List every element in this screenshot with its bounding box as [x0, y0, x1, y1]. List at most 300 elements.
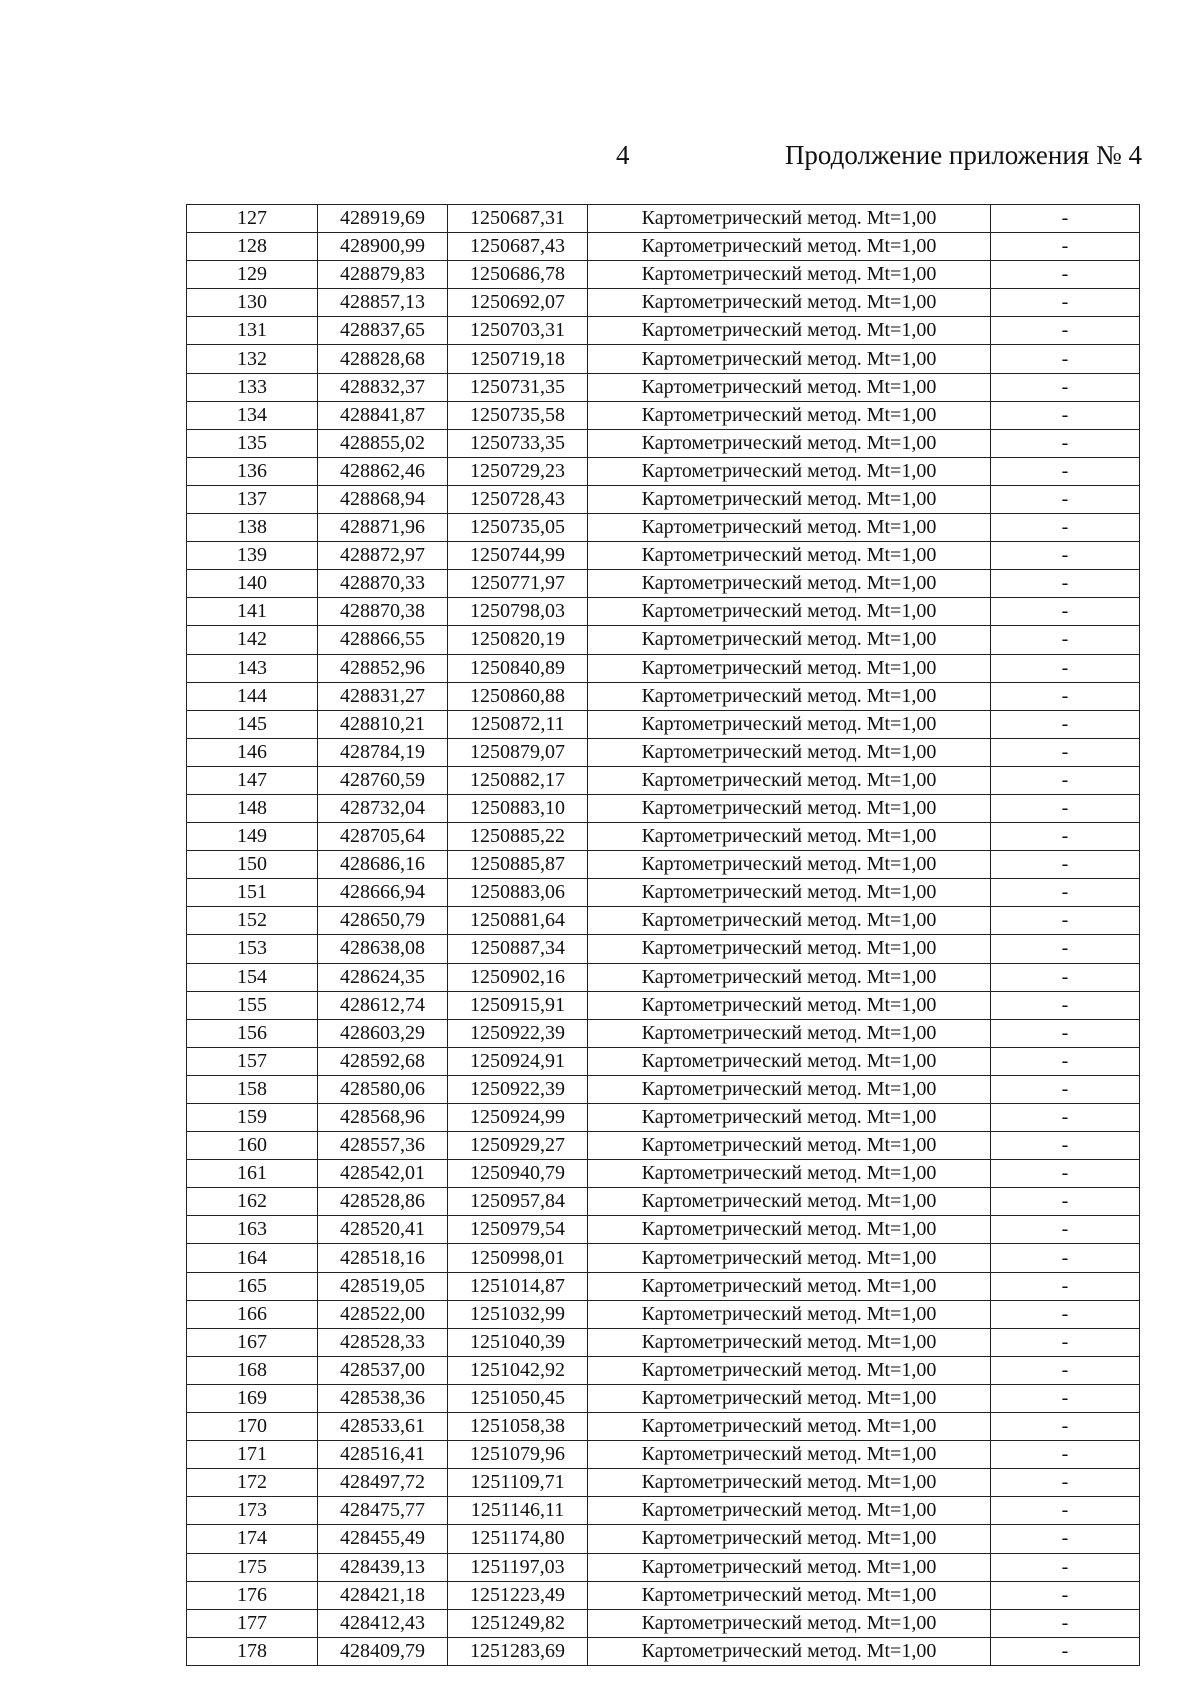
x-coordinate-cell: 428760,59 [318, 766, 448, 794]
note-cell: - [991, 233, 1140, 261]
x-coordinate-cell: 428705,64 [318, 823, 448, 851]
point-number-cell: 158 [187, 1075, 318, 1103]
table-row [187, 963, 1140, 991]
point-number-cell: 150 [187, 851, 318, 879]
point-number-cell: 170 [187, 1413, 318, 1441]
y-coordinate-cell: 1250735,58 [448, 401, 588, 429]
note-cell: - [991, 542, 1140, 570]
x-coordinate-cell: 428832,37 [318, 373, 448, 401]
table-row [187, 654, 1140, 682]
point-number-cell: 130 [187, 289, 318, 317]
point-number-cell: 144 [187, 682, 318, 710]
y-coordinate-cell: 1250860,88 [448, 682, 588, 710]
x-coordinate-cell: 428592,68 [318, 1047, 448, 1075]
table-row [187, 1160, 1140, 1188]
y-coordinate-cell: 1251249,82 [448, 1609, 588, 1637]
y-coordinate-cell: 1250692,07 [448, 289, 588, 317]
method-cell: Картометрический метод. Mt=1,00 [588, 738, 991, 766]
method-cell: Картометрический метод. Mt=1,00 [588, 1328, 991, 1356]
table-row [187, 682, 1140, 710]
note-cell: - [991, 682, 1140, 710]
y-coordinate-cell: 1250798,03 [448, 598, 588, 626]
method-cell: Картометрический метод. Mt=1,00 [588, 1047, 991, 1075]
y-coordinate-cell: 1251223,49 [448, 1581, 588, 1609]
x-coordinate-cell: 428603,29 [318, 1019, 448, 1047]
note-cell: - [991, 1581, 1140, 1609]
y-coordinate-cell: 1250733,35 [448, 429, 588, 457]
y-coordinate-cell: 1250902,16 [448, 963, 588, 991]
method-cell: Картометрический метод. Mt=1,00 [588, 570, 991, 598]
note-cell: - [991, 514, 1140, 542]
table-row [187, 794, 1140, 822]
x-coordinate-cell: 428866,55 [318, 626, 448, 654]
table-row [187, 261, 1140, 289]
table-row [187, 1047, 1140, 1075]
method-cell: Картометрический метод. Mt=1,00 [588, 654, 991, 682]
note-cell: - [991, 963, 1140, 991]
table-row [187, 1553, 1140, 1581]
x-coordinate-cell: 428837,65 [318, 317, 448, 345]
method-cell: Картометрический метод. Mt=1,00 [588, 1581, 991, 1609]
table-row [187, 205, 1140, 233]
table-row [187, 457, 1140, 485]
y-coordinate-cell: 1251050,45 [448, 1384, 588, 1412]
y-coordinate-cell: 1250731,35 [448, 373, 588, 401]
y-coordinate-cell: 1250998,01 [448, 1244, 588, 1272]
y-coordinate-cell: 1250881,64 [448, 907, 588, 935]
y-coordinate-cell: 1250883,10 [448, 794, 588, 822]
point-number-cell: 160 [187, 1132, 318, 1160]
note-cell: - [991, 570, 1140, 598]
x-coordinate-cell: 428900,99 [318, 233, 448, 261]
point-number-cell: 135 [187, 429, 318, 457]
point-number-cell: 147 [187, 766, 318, 794]
table-row [187, 542, 1140, 570]
y-coordinate-cell: 1250924,91 [448, 1047, 588, 1075]
table-row [187, 1244, 1140, 1272]
y-coordinate-cell: 1250979,54 [448, 1216, 588, 1244]
note-cell: - [991, 879, 1140, 907]
x-coordinate-cell: 428612,74 [318, 991, 448, 1019]
x-coordinate-cell: 428879,83 [318, 261, 448, 289]
method-cell: Картометрический метод. Mt=1,00 [588, 879, 991, 907]
x-coordinate-cell: 428638,08 [318, 935, 448, 963]
note-cell: - [991, 851, 1140, 879]
method-cell: Картометрический метод. Mt=1,00 [588, 823, 991, 851]
y-coordinate-cell: 1251014,87 [448, 1272, 588, 1300]
y-coordinate-cell: 1250771,97 [448, 570, 588, 598]
note-cell: - [991, 1244, 1140, 1272]
point-number-cell: 134 [187, 401, 318, 429]
table-row [187, 1075, 1140, 1103]
method-cell: Картометрический метод. Mt=1,00 [588, 1441, 991, 1469]
method-cell: Картометрический метод. Mt=1,00 [588, 1244, 991, 1272]
note-cell: - [991, 401, 1140, 429]
table-row [187, 823, 1140, 851]
y-coordinate-cell: 1250687,31 [448, 205, 588, 233]
method-cell: Картометрический метод. Mt=1,00 [588, 710, 991, 738]
x-coordinate-cell: 428666,94 [318, 879, 448, 907]
x-coordinate-cell: 428537,00 [318, 1356, 448, 1384]
y-coordinate-cell: 1251032,99 [448, 1300, 588, 1328]
method-cell: Картометрический метод. Mt=1,00 [588, 514, 991, 542]
y-coordinate-cell: 1250885,87 [448, 851, 588, 879]
table-row [187, 345, 1140, 373]
note-cell: - [991, 429, 1140, 457]
point-number-cell: 152 [187, 907, 318, 935]
y-coordinate-cell: 1251283,69 [448, 1637, 588, 1665]
note-cell: - [991, 654, 1140, 682]
table-row [187, 401, 1140, 429]
y-coordinate-cell: 1250915,91 [448, 991, 588, 1019]
point-number-cell: 153 [187, 935, 318, 963]
method-cell: Картометрический метод. Mt=1,00 [588, 1609, 991, 1637]
point-number-cell: 167 [187, 1328, 318, 1356]
table-row [187, 879, 1140, 907]
point-number-cell: 133 [187, 373, 318, 401]
note-cell: - [991, 1019, 1140, 1047]
note-cell: - [991, 1356, 1140, 1384]
x-coordinate-cell: 428784,19 [318, 738, 448, 766]
x-coordinate-cell: 428852,96 [318, 654, 448, 682]
x-coordinate-cell: 428828,68 [318, 345, 448, 373]
x-coordinate-cell: 428516,41 [318, 1441, 448, 1469]
point-number-cell: 176 [187, 1581, 318, 1609]
y-coordinate-cell: 1250820,19 [448, 626, 588, 654]
point-number-cell: 178 [187, 1637, 318, 1665]
y-coordinate-cell: 1251109,71 [448, 1469, 588, 1497]
x-coordinate-cell: 428519,05 [318, 1272, 448, 1300]
coordinates-table-body [187, 205, 1140, 1666]
x-coordinate-cell: 428557,36 [318, 1132, 448, 1160]
y-coordinate-cell: 1250957,84 [448, 1188, 588, 1216]
point-number-cell: 142 [187, 626, 318, 654]
table-row [187, 1300, 1140, 1328]
x-coordinate-cell: 428409,79 [318, 1637, 448, 1665]
point-number-cell: 169 [187, 1384, 318, 1412]
note-cell: - [991, 1525, 1140, 1553]
note-cell: - [991, 1637, 1140, 1665]
y-coordinate-cell: 1250703,31 [448, 317, 588, 345]
note-cell: - [991, 738, 1140, 766]
table-row [187, 485, 1140, 513]
x-coordinate-cell: 428455,49 [318, 1525, 448, 1553]
point-number-cell: 161 [187, 1160, 318, 1188]
method-cell: Картометрический метод. Mt=1,00 [588, 1132, 991, 1160]
note-cell: - [991, 935, 1140, 963]
y-coordinate-cell: 1250729,23 [448, 457, 588, 485]
method-cell: Картометрический метод. Mt=1,00 [588, 205, 991, 233]
table-row [187, 1356, 1140, 1384]
note-cell: - [991, 457, 1140, 485]
point-number-cell: 168 [187, 1356, 318, 1384]
note-cell: - [991, 1188, 1140, 1216]
method-cell: Картометрический метод. Mt=1,00 [588, 991, 991, 1019]
table-row [187, 1019, 1140, 1047]
x-coordinate-cell: 428862,46 [318, 457, 448, 485]
point-number-cell: 166 [187, 1300, 318, 1328]
point-number-cell: 162 [187, 1188, 318, 1216]
y-coordinate-cell: 1251040,39 [448, 1328, 588, 1356]
table-row [187, 1413, 1140, 1441]
note-cell: - [991, 1413, 1140, 1441]
point-number-cell: 146 [187, 738, 318, 766]
table-row [187, 373, 1140, 401]
y-coordinate-cell: 1250735,05 [448, 514, 588, 542]
method-cell: Картометрический метод. Mt=1,00 [588, 1413, 991, 1441]
point-number-cell: 171 [187, 1441, 318, 1469]
point-number-cell: 145 [187, 710, 318, 738]
table-row [187, 1104, 1140, 1132]
y-coordinate-cell: 1250924,99 [448, 1104, 588, 1132]
y-coordinate-cell: 1250922,39 [448, 1019, 588, 1047]
table-row [187, 1328, 1140, 1356]
note-cell: - [991, 1441, 1140, 1469]
note-cell: - [991, 1553, 1140, 1581]
y-coordinate-cell: 1250840,89 [448, 654, 588, 682]
method-cell: Картометрический метод. Mt=1,00 [588, 598, 991, 626]
x-coordinate-cell: 428520,41 [318, 1216, 448, 1244]
point-number-cell: 128 [187, 233, 318, 261]
table-row [187, 1497, 1140, 1525]
point-number-cell: 156 [187, 1019, 318, 1047]
x-coordinate-cell: 428870,33 [318, 570, 448, 598]
table-row [187, 1216, 1140, 1244]
x-coordinate-cell: 428518,16 [318, 1244, 448, 1272]
point-number-cell: 159 [187, 1104, 318, 1132]
method-cell: Картометрический метод. Mt=1,00 [588, 429, 991, 457]
x-coordinate-cell: 428872,97 [318, 542, 448, 570]
table-row [187, 598, 1140, 626]
method-cell: Картометрический метод. Mt=1,00 [588, 1216, 991, 1244]
table-row [187, 1132, 1140, 1160]
note-cell: - [991, 1160, 1140, 1188]
table-row [187, 1188, 1140, 1216]
method-cell: Картометрический метод. Mt=1,00 [588, 401, 991, 429]
note-cell: - [991, 1469, 1140, 1497]
point-number-cell: 155 [187, 991, 318, 1019]
page-number: 4 [616, 140, 630, 170]
method-cell: Картометрический метод. Mt=1,00 [588, 345, 991, 373]
point-number-cell: 172 [187, 1469, 318, 1497]
note-cell: - [991, 1609, 1140, 1637]
x-coordinate-cell: 428568,96 [318, 1104, 448, 1132]
method-cell: Картометрический метод. Mt=1,00 [588, 851, 991, 879]
method-cell: Картометрический метод. Mt=1,00 [588, 1160, 991, 1188]
point-number-cell: 154 [187, 963, 318, 991]
x-coordinate-cell: 428528,33 [318, 1328, 448, 1356]
table-row [187, 289, 1140, 317]
y-coordinate-cell: 1250922,39 [448, 1075, 588, 1103]
point-number-cell: 151 [187, 879, 318, 907]
note-cell: - [991, 794, 1140, 822]
method-cell: Картометрический метод. Mt=1,00 [588, 1188, 991, 1216]
note-cell: - [991, 1216, 1140, 1244]
method-cell: Картометрический метод. Mt=1,00 [588, 1553, 991, 1581]
method-cell: Картометрический метод. Mt=1,00 [588, 963, 991, 991]
y-coordinate-cell: 1250687,43 [448, 233, 588, 261]
y-coordinate-cell: 1251174,80 [448, 1525, 588, 1553]
table-row [187, 570, 1140, 598]
point-number-cell: 141 [187, 598, 318, 626]
point-number-cell: 143 [187, 654, 318, 682]
y-coordinate-cell: 1250728,43 [448, 485, 588, 513]
note-cell: - [991, 261, 1140, 289]
table-row [187, 907, 1140, 935]
note-cell: - [991, 485, 1140, 513]
y-coordinate-cell: 1250887,34 [448, 935, 588, 963]
point-number-cell: 137 [187, 485, 318, 513]
method-cell: Картометрический метод. Mt=1,00 [588, 1019, 991, 1047]
method-cell: Картометрический метод. Mt=1,00 [588, 682, 991, 710]
method-cell: Картометрический метод. Mt=1,00 [588, 457, 991, 485]
point-number-cell: 131 [187, 317, 318, 345]
y-coordinate-cell: 1251042,92 [448, 1356, 588, 1384]
method-cell: Картометрический метод. Mt=1,00 [588, 1272, 991, 1300]
x-coordinate-cell: 428580,06 [318, 1075, 448, 1103]
point-number-cell: 138 [187, 514, 318, 542]
note-cell: - [991, 1328, 1140, 1356]
table-row [187, 766, 1140, 794]
note-cell: - [991, 205, 1140, 233]
method-cell: Картометрический метод. Mt=1,00 [588, 233, 991, 261]
table-row [187, 317, 1140, 345]
table-row [187, 626, 1140, 654]
method-cell: Картометрический метод. Mt=1,00 [588, 485, 991, 513]
point-number-cell: 157 [187, 1047, 318, 1075]
y-coordinate-cell: 1251058,38 [448, 1413, 588, 1441]
x-coordinate-cell: 428841,87 [318, 401, 448, 429]
point-number-cell: 173 [187, 1497, 318, 1525]
point-number-cell: 136 [187, 457, 318, 485]
note-cell: - [991, 766, 1140, 794]
x-coordinate-cell: 428538,36 [318, 1384, 448, 1412]
x-coordinate-cell: 428542,01 [318, 1160, 448, 1188]
x-coordinate-cell: 428919,69 [318, 205, 448, 233]
method-cell: Картометрический метод. Mt=1,00 [588, 907, 991, 935]
y-coordinate-cell: 1250719,18 [448, 345, 588, 373]
table-row [187, 738, 1140, 766]
y-coordinate-cell: 1250929,27 [448, 1132, 588, 1160]
method-cell: Картометрический метод. Mt=1,00 [588, 626, 991, 654]
y-coordinate-cell: 1250872,11 [448, 710, 588, 738]
method-cell: Картометрический метод. Mt=1,00 [588, 1497, 991, 1525]
point-number-cell: 164 [187, 1244, 318, 1272]
y-coordinate-cell: 1250883,06 [448, 879, 588, 907]
x-coordinate-cell: 428870,38 [318, 598, 448, 626]
method-cell: Картометрический метод. Mt=1,00 [588, 794, 991, 822]
point-number-cell: 148 [187, 794, 318, 822]
method-cell: Картометрический метод. Mt=1,00 [588, 317, 991, 345]
x-coordinate-cell: 428412,43 [318, 1609, 448, 1637]
point-number-cell: 177 [187, 1609, 318, 1637]
point-number-cell: 132 [187, 345, 318, 373]
x-coordinate-cell: 428810,21 [318, 710, 448, 738]
note-cell: - [991, 317, 1140, 345]
y-coordinate-cell: 1250885,22 [448, 823, 588, 851]
y-coordinate-cell: 1250686,78 [448, 261, 588, 289]
table-row [187, 1637, 1140, 1665]
method-cell: Картометрический метод. Mt=1,00 [588, 1469, 991, 1497]
x-coordinate-cell: 428686,16 [318, 851, 448, 879]
note-cell: - [991, 1300, 1140, 1328]
method-cell: Картометрический метод. Mt=1,00 [588, 1300, 991, 1328]
note-cell: - [991, 1132, 1140, 1160]
y-coordinate-cell: 1250882,17 [448, 766, 588, 794]
note-cell: - [991, 1075, 1140, 1103]
table-row [187, 1384, 1140, 1412]
table-row [187, 1272, 1140, 1300]
point-number-cell: 174 [187, 1525, 318, 1553]
note-cell: - [991, 991, 1140, 1019]
point-number-cell: 140 [187, 570, 318, 598]
x-coordinate-cell: 428871,96 [318, 514, 448, 542]
note-cell: - [991, 598, 1140, 626]
method-cell: Картометрический метод. Mt=1,00 [588, 1384, 991, 1412]
method-cell: Картометрический метод. Mt=1,00 [588, 1075, 991, 1103]
x-coordinate-cell: 428528,86 [318, 1188, 448, 1216]
x-coordinate-cell: 428439,13 [318, 1553, 448, 1581]
method-cell: Картометрический метод. Mt=1,00 [588, 1356, 991, 1384]
method-cell: Картометрический метод. Mt=1,00 [588, 1637, 991, 1665]
x-coordinate-cell: 428522,00 [318, 1300, 448, 1328]
note-cell: - [991, 710, 1140, 738]
note-cell: - [991, 373, 1140, 401]
note-cell: - [991, 289, 1140, 317]
method-cell: Картометрический метод. Mt=1,00 [588, 289, 991, 317]
note-cell: - [991, 1047, 1140, 1075]
x-coordinate-cell: 428475,77 [318, 1497, 448, 1525]
table-row [187, 851, 1140, 879]
note-cell: - [991, 1497, 1140, 1525]
x-coordinate-cell: 428497,72 [318, 1469, 448, 1497]
note-cell: - [991, 1272, 1140, 1300]
point-number-cell: 175 [187, 1553, 318, 1581]
x-coordinate-cell: 428868,94 [318, 485, 448, 513]
x-coordinate-cell: 428732,04 [318, 794, 448, 822]
table-row [187, 514, 1140, 542]
note-cell: - [991, 1104, 1140, 1132]
method-cell: Картометрический метод. Mt=1,00 [588, 935, 991, 963]
x-coordinate-cell: 428421,18 [318, 1581, 448, 1609]
y-coordinate-cell: 1250744,99 [448, 542, 588, 570]
table-row [187, 429, 1140, 457]
point-number-cell: 127 [187, 205, 318, 233]
y-coordinate-cell: 1250940,79 [448, 1160, 588, 1188]
y-coordinate-cell: 1251197,03 [448, 1553, 588, 1581]
method-cell: Картометрический метод. Mt=1,00 [588, 542, 991, 570]
x-coordinate-cell: 428855,02 [318, 429, 448, 457]
table-row [187, 1469, 1140, 1497]
point-number-cell: 139 [187, 542, 318, 570]
x-coordinate-cell: 428857,13 [318, 289, 448, 317]
method-cell: Картометрический метод. Mt=1,00 [588, 766, 991, 794]
point-number-cell: 129 [187, 261, 318, 289]
x-coordinate-cell: 428831,27 [318, 682, 448, 710]
table-row [187, 935, 1140, 963]
method-cell: Картометрический метод. Mt=1,00 [588, 373, 991, 401]
method-cell: Картометрический метод. Mt=1,00 [588, 261, 991, 289]
table-row [187, 233, 1140, 261]
note-cell: - [991, 907, 1140, 935]
table-row [187, 710, 1140, 738]
table-row [187, 991, 1140, 1019]
y-coordinate-cell: 1250879,07 [448, 738, 588, 766]
x-coordinate-cell: 428624,35 [318, 963, 448, 991]
x-coordinate-cell: 428533,61 [318, 1413, 448, 1441]
note-cell: - [991, 626, 1140, 654]
point-number-cell: 165 [187, 1272, 318, 1300]
